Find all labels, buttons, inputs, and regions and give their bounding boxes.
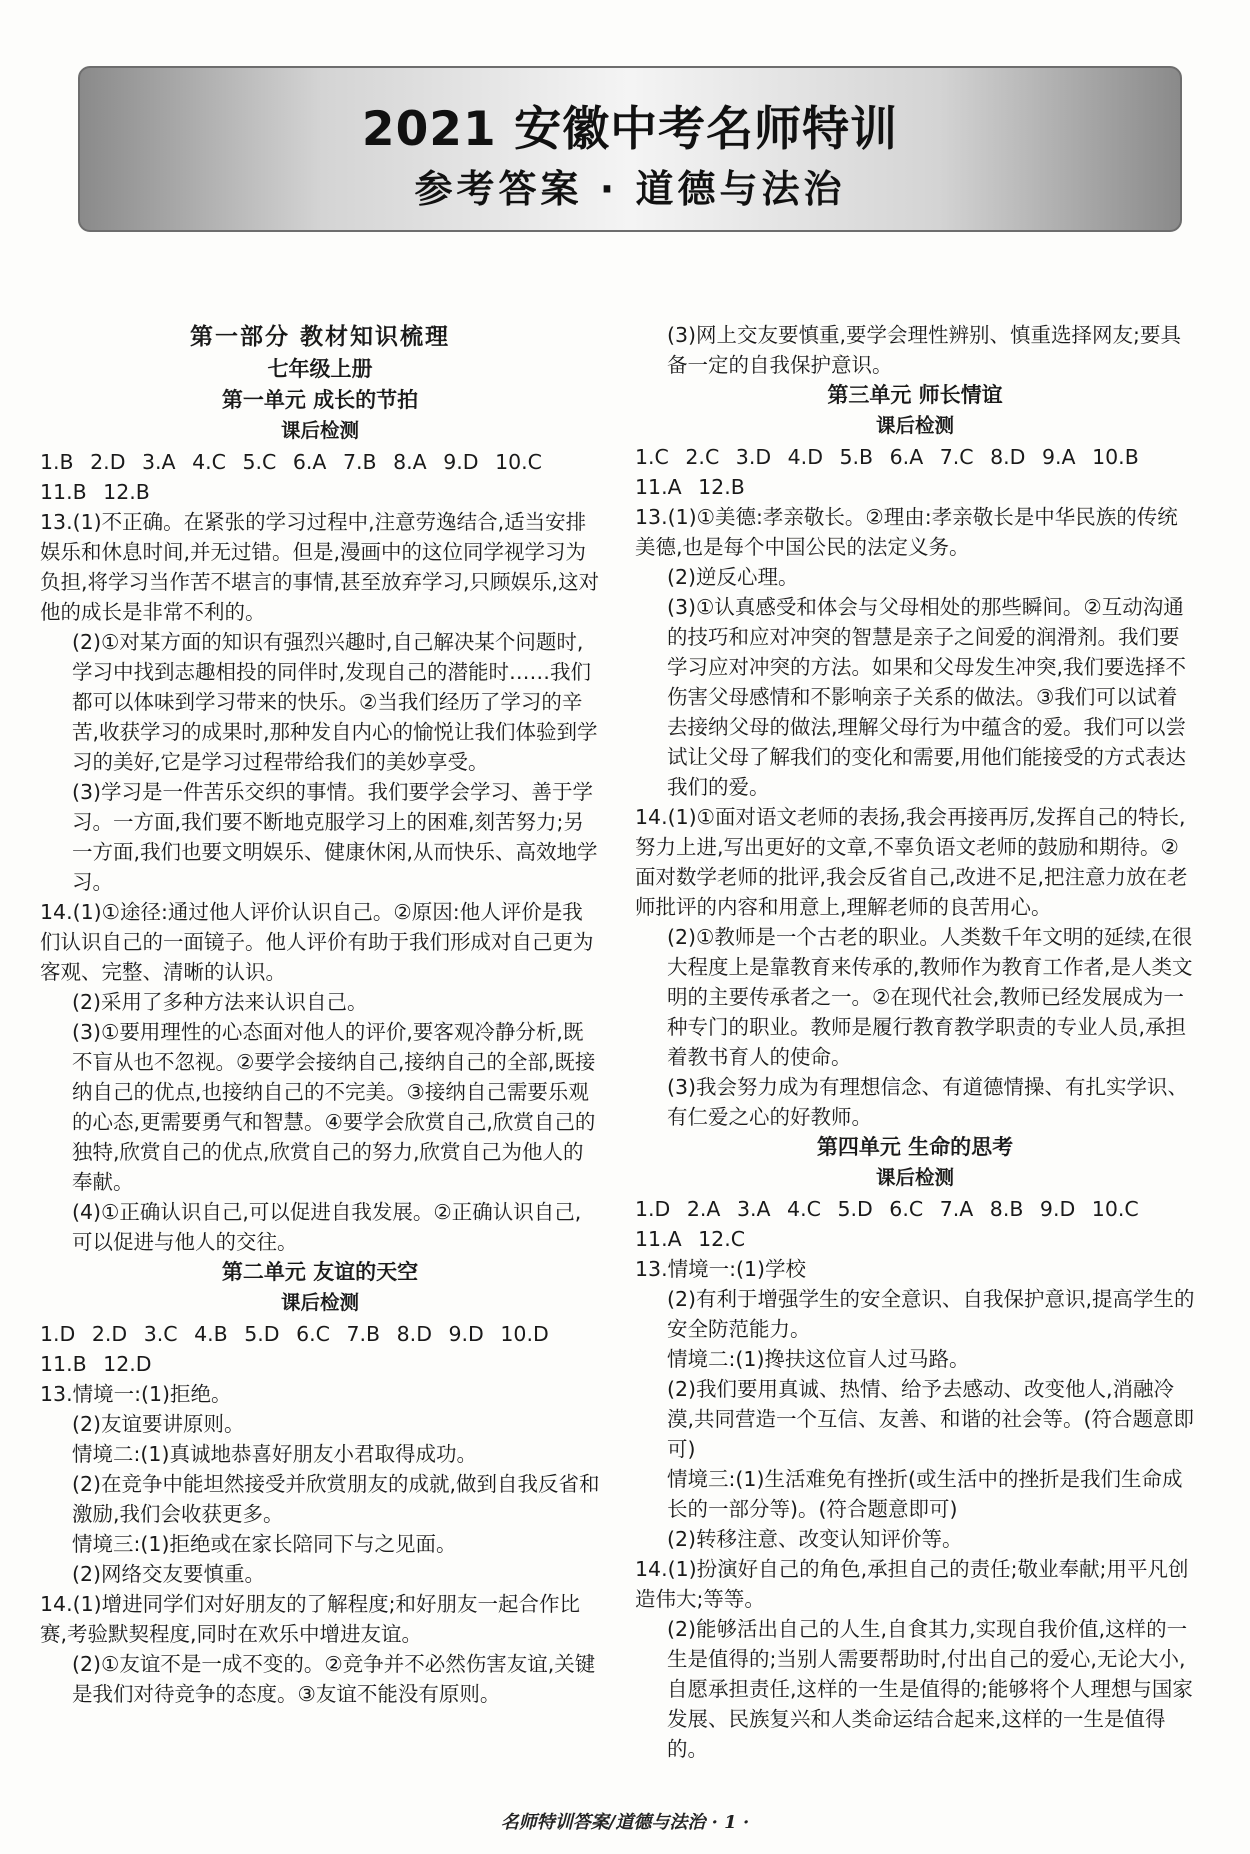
answer-paragraph: 13.情境一:(1)拒绝。: [40, 1382, 232, 1406]
answer-paragraph: (2)①对某方面的知识有强烈兴趣时,自己解决某个问题时,学习中找到志趣相投的同伴时,发现自己的潜能时……我们都可以体味到学习带来的快乐。②当我们经历了学习的辛苦,收获学习的成果时,那种发自内心的愉悦让我们体验到学习的美好,它是学习过程带给我们的美妙享受。: [72, 630, 598, 774]
right-column: [635, 320, 1195, 1764]
answer-paragraph: (2)在竞争中能坦然接受并欣赏朋友的成就,做到自我反省和激励,我们会收获更多。: [72, 1472, 600, 1526]
answer-paragraph: (2)友谊要讲原则。: [72, 1412, 245, 1436]
unit2-answers-line1: 1.D 2.D 3.C 4.B 5.D 6.C 7.B 8.D 9.D 10.D: [40, 1322, 549, 1346]
unit3-heading: 第三单元 师长情谊: [827, 382, 1003, 407]
answer-paragraph: 13.(1)不正确。在紧张的学习过程中,注意劳逸结合,适当安排娱乐和休息时间,并无过错。但是,漫画中的这位同学视学习为负担,将学习当作苦不堪言的事情,甚至放弃学习,只顾娱乐,这对他的成长是非常不利的。: [40, 510, 600, 624]
answer-paragraph: (2)网络交友要慎重。: [72, 1562, 266, 1586]
answer-paragraph: (2)转移注意、改变认知评价等。: [667, 1527, 963, 1551]
unit3-check-heading: 课后检测: [875, 414, 954, 437]
unit4-check-heading: 课后检测: [875, 1166, 954, 1189]
answer-paragraph: 情境三:(1)生活难免有挫折(或生活中的挫折是我们生命成长的一部分等)。(符合题意即可): [667, 1467, 1183, 1521]
answer-paragraph: (2)逆反心理。: [667, 565, 799, 589]
grade-heading: 七年级上册: [267, 356, 373, 381]
answer-paragraph: 14.(1)①面对语文老师的表扬,我会再接再厉,发挥自己的特长,努力上进,写出更好的文章,不辜负语文老师的鼓励和期待。②面对数学老师的批评,我会反省自己,改进不足,把注意力放在老师批评的内容和用意上,理解老师的良苦用心。: [635, 805, 1188, 919]
unit2-answers-line2: 11.B 12.D: [40, 1352, 152, 1376]
answer-paragraph: (3)我会努力成为有理想信念、有道德情操、有扎实学识、有仁爱之心的好教师。: [667, 1075, 1189, 1129]
page-title: 2021 安徽中考名师特训: [361, 102, 899, 157]
page-subtitle: 参考答案 · 道德与法治: [414, 167, 846, 211]
answer-paragraph: 13.情境一:(1)学校: [635, 1257, 807, 1281]
unit3-answers-line2: 11.A 12.B: [635, 475, 745, 499]
answer-paragraph: (2)我们要用真诚、热情、给予去感动、改变他人,消融冷漠,共同营造一个互信、友善、和谐的社会等。(符合题意即可): [667, 1377, 1195, 1461]
answer-paragraph: (3)网上交友要慎重,要学会理性辨别、慎重选择网友;要具备一定的自我保护意识。: [667, 323, 1181, 377]
answer-paragraph: 情境三:(1)拒绝或在家长陪同下与之见面。: [72, 1532, 457, 1556]
answer-paragraph: 14.(1)①途径:通过他人评价认识自己。②原因:他人评价是我们认识自己的一面镜子。他人评价有助于我们形成对自己更为客观、完整、清晰的认识。: [40, 900, 594, 984]
answer-paragraph: (2)能够活出自己的人生,自食其力,实现自我价值,这样的一生是值得的;当别人需要帮助时,付出自己的爱心,无论大小,自愿承担责任,这样的一生是值得的;能够将个人理想与国家发展、民族复兴和人类命运结合起来,这样的一生是值得的。: [667, 1617, 1193, 1761]
title-banner: [78, 66, 1182, 232]
unit4-answers-line1: 1.D 2.A 3.A 4.C 5.D 6.C 7.A 8.B 9.D 10.C: [635, 1197, 1139, 1221]
unit1-heading: 第一单元 成长的节拍: [221, 387, 419, 412]
answer-paragraph: (4)①正确认识自己,可以促进自我发展。②正确认识自己,可以促进与他人的交往。: [72, 1200, 582, 1254]
answer-paragraph: 14.(1)扮演好自己的角色,承担自己的责任;敬业奉献;用平凡创造伟大;等等。: [635, 1557, 1189, 1611]
answer-paragraph: (3)①认真感受和体会与父母相处的那些瞬间。②互动沟通的技巧和应对冲突的智慧是亲子之间爱的润滑剂。我们要学习应对冲突的方法。如果和父母发生冲突,我们要选择不伤害父母感情和不影响亲子关系的做法。③我们可以试着去接纳父母的做法,理解父母行为中蕴含的爱。我们可以尝试让父母了解我们的变化和需要,用他们能接受的方式表达我们的爱。: [667, 595, 1187, 799]
unit3-answers-line1: 1.C 2.C 3.D 4.D 5.B 6.A 7.C 8.D 9.A 10.B: [635, 445, 1139, 469]
answer-paragraph: 13.(1)①美德:孝亲敬长。②理由:孝亲敬长是中华民族的传统美德,也是每个中国公民的法定义务。: [635, 505, 1178, 559]
unit2-heading: 第二单元 友谊的天空: [221, 1259, 419, 1284]
unit4-answers-line2: 11.A 12.C: [635, 1227, 746, 1251]
unit1-answers-line2: 11.B 12.B: [40, 480, 150, 504]
answer-paragraph: (2)①教师是一个古老的职业。人类数千年文明的延续,在很大程度上是靠教育来传承的,教师作为教育工作者,是人类文明的主要传承者之一。②在现代社会,教师已经发展成为一种专门的职业。教师是履行教育教学职责的专业人员,承担着教书育人的使命。: [667, 925, 1193, 1069]
answer-paragraph: 情境二:(1)真诚地恭喜好朋友小君取得成功。: [72, 1442, 477, 1466]
answer-paragraph: (2)采用了多种方法来认识自己。: [72, 990, 368, 1014]
page-footer: 名师特训答案/道德与法治 · 1 ·: [500, 1812, 750, 1833]
answer-paragraph: (2)①友谊不是一成不变的。②竞争并不必然伤害友谊,关键是我们对待竞争的态度。③友谊不能没有原则。: [72, 1652, 596, 1706]
unit2-check-heading: 课后检测: [280, 1291, 359, 1314]
part-heading: 第一部分 教材知识梳理: [189, 323, 450, 350]
unit1-check-heading: 课后检测: [280, 419, 359, 442]
unit4-heading: 第四单元 生命的思考: [816, 1134, 1014, 1159]
answer-paragraph: (3)①要用理性的心态面对他人的评价,要客观冷静分析,既不盲从也不忽视。②要学会接纳自己,接纳自己的全部,既接纳自己的优点,也接纳自己的不完美。③接纳自己需要乐观的心态,更需要勇气和智慧。④要学会欣赏自己,欣赏自己的独特,欣赏自己的优点,欣赏自己的努力,欣赏自己为他人的奉献。: [72, 1020, 596, 1194]
unit1-answers-line1: 1.B 2.D 3.A 4.C 5.C 6.A 7.B 8.A 9.D 10.C: [40, 450, 542, 474]
left-column: [40, 322, 600, 1709]
answer-paragraph: 情境二:(1)搀扶这位盲人过马路。: [667, 1347, 970, 1371]
answer-paragraph: (2)有利于增强学生的安全意识、自我保护意识,提高学生的安全防范能力。: [667, 1287, 1195, 1341]
answer-paragraph: (3)学习是一件苦乐交织的事情。我们要学会学习、善于学习。一方面,我们要不断地克服学习上的困难,刻苦努力;另一方面,我们也要文明娱乐、健康休闲,从而快乐、高效地学习。: [72, 780, 598, 894]
answer-paragraph: 14.(1)增进同学们对好朋友的了解程度;和好朋友一起合作比赛,考验默契程度,同时在欢乐中增进友谊。: [40, 1592, 581, 1646]
